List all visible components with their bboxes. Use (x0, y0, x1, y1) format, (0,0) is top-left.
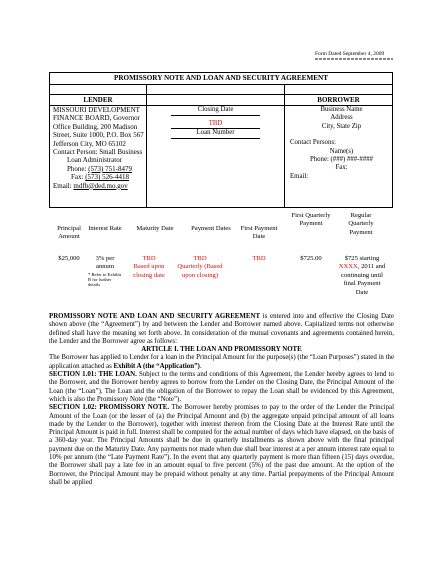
parties-table (49, 72, 393, 208)
interest-rate-cell (88, 255, 122, 287)
section-1-01-text: Subject to the terms and conditions of this Agreement, the Lender hereby agrees to lend to the Borrower, and the Borrower hereby agrees to borrow from the Lender on the Closing Date, the Principal Amount of the Loan (the “Loan”). The Loan and the obligation of the Borrower to repay the Loan shall be evidenced by this Agreement, which is also the Promissory Note (the “Note”). (49, 371, 394, 403)
interest-rate: 3% per annum (95, 255, 115, 271)
form-dated: Form Dated September 4, 2009 (315, 51, 385, 57)
lender-email: mdfb@ded.mo.gov (73, 181, 128, 190)
article-text: The Borrower has applied to Lender for a loan in the Principal Amount for the purpose(s) (the “Loan Purposes”) stated in the application attached as (49, 354, 395, 370)
principal-amount: $25,000 (58, 255, 80, 262)
lender-email-row (53, 182, 165, 190)
section-1-01-heading: SECTION 1.01: THE LOAN. (49, 371, 137, 379)
lender-line: Office Building, 200 Madison (53, 122, 138, 131)
first-payment-date: TBD (252, 255, 266, 262)
lender-line: Street, Suite 1000, P.O. Box 567 (53, 131, 144, 140)
borrower-info (290, 106, 393, 181)
borrower-fax: Fax: (335, 164, 348, 172)
lender-phone-row (53, 165, 165, 173)
section-1-02-heading: SECTION 1.02: PROMISSORY NOTE. (49, 404, 170, 412)
interest-header: Interest Rate (88, 225, 122, 232)
intro-bold: PROMISSORY NOTE AND LOAN AND SECURITY AGREEMENT (49, 313, 261, 320)
fax-label: Fax: (71, 173, 86, 182)
interest-note: * Refer to Exhibit B for further details (88, 271, 122, 288)
phone-label: Phone: (67, 164, 89, 173)
spacer-row (50, 85, 392, 95)
principal-header: Principal Amount (57, 225, 81, 241)
borrower-header: BORROWER (285, 95, 392, 106)
lender-line: FINANCE BOARD, Governor (53, 114, 140, 123)
contact-persons-label: Contact Persons: (290, 139, 336, 147)
blank-line (290, 131, 393, 139)
borrower-email: Email: (290, 172, 309, 180)
first-quarterly-payment: $725.00 (300, 255, 322, 262)
loan-number-label: Loan Number (171, 129, 260, 139)
maturity-header: Maturity Date (136, 225, 174, 232)
names-label: Name(s) (329, 147, 354, 155)
maturity-date: TBD (142, 255, 156, 262)
fine-print-line (315, 58, 393, 60)
closing-date-label: Closing Date (171, 106, 260, 116)
regular-quarterly-header: Regular Quarterly Payment (348, 212, 374, 236)
lender-fax: (573) 526-4418 (85, 173, 129, 182)
regular-quarterly-payment (338, 255, 386, 297)
lender-line: Loan Administrator (67, 156, 123, 165)
exhibit-ref: Exhibit A (the “Application”) (113, 362, 200, 370)
borrower-line: Business Name (320, 106, 363, 113)
closing-date-value: TBD (171, 120, 260, 130)
closing-cell (147, 106, 284, 139)
section-1-02 (49, 404, 394, 487)
first-payment-header: First Payment Date (240, 225, 278, 241)
middle-header-cell (147, 95, 284, 106)
payment-dates-note: Quarterly (Based upon closing) (177, 263, 223, 279)
section-1-01 (49, 371, 394, 404)
article-paragraph (49, 354, 394, 371)
payment-dates-header: Payment Dates (191, 225, 231, 232)
borrower-phone: Phone: (###) ###-#### (309, 156, 374, 164)
agreement-title: PROMISSORY NOTE AND LOAN AND SECURITY AGREEMENT (50, 73, 392, 85)
article-heading: ARTICLE I. THE LOAN AND PROMISSORY NOTE (141, 346, 302, 354)
borrower-line: Address (330, 114, 353, 122)
intro-paragraph (49, 313, 394, 346)
lender-line: Contact Person: Small Business (53, 148, 143, 157)
payment-dates-cell (176, 255, 224, 280)
email-label: Email: (53, 181, 74, 190)
lender-phone: (573) 751-8479 (88, 164, 132, 173)
regular-prefix: $725 starting (344, 255, 380, 262)
section-1-02-text: The Borrower hereby promises to pay to the order of the Lender the Principal Amount of the Loan (or the lesser of (a) the Principal Amount and (b) the aggregate unpaid principal amount of all loans made by the Lender to the Borrower), together with interest thereon from the Closing Date at the Interest Rate until the Principal Amount is paid in full. Interest shall be computed for the actual number of days which have elapsed, on the basis of a 360-day year. The Principal Amounts shall be due in quarterly installments as shown above with the final principal payment due on the Maturity Date. Any payments not made when due shall bear interest at a per annum interest rate equal to 10% per annum (the “Late Payment Rate”). In the event that any quarterly payment is more than fifteen (15) days overdue, the Borrower shall pay a late fee in an amount equal to five percent (5%) of the past due amount. At the option of the Borrower, the Principal Amount may be prepaid without penalty at any time. Partial prepayments of the Principal Amount shall be applied (49, 404, 394, 486)
agreement-body (49, 313, 394, 487)
maturity-cell (126, 255, 172, 280)
lender-header: LENDER (50, 95, 146, 106)
maturity-note: Based upon closing date (133, 263, 165, 279)
regular-suffix: , 2011 and continuing until final Payment Date (341, 263, 386, 296)
regular-start-year: XXXX (338, 263, 358, 271)
lender-line: MISSOURI DEVELOPMENT (53, 106, 140, 114)
lender-fax-row (53, 173, 165, 181)
payment-dates: TBD (193, 255, 207, 262)
first-quarterly-header: First Quarterly Payment (291, 212, 331, 228)
lender-line: Jefferson City, MO 65102 (53, 139, 126, 148)
article-end: . (199, 362, 202, 370)
intro-text: is entered into and effective the Closing Date shown above (the “Agreement”) by and between the Lender and Borrower named above. Capitalized terms not otherwise defined shall have the meaning set forth above. In consideration of the mutual covenants and agreements contained herein, the Lender and the Borrower agree as follows: (49, 313, 394, 345)
borrower-line: City, State Zip (321, 122, 362, 130)
